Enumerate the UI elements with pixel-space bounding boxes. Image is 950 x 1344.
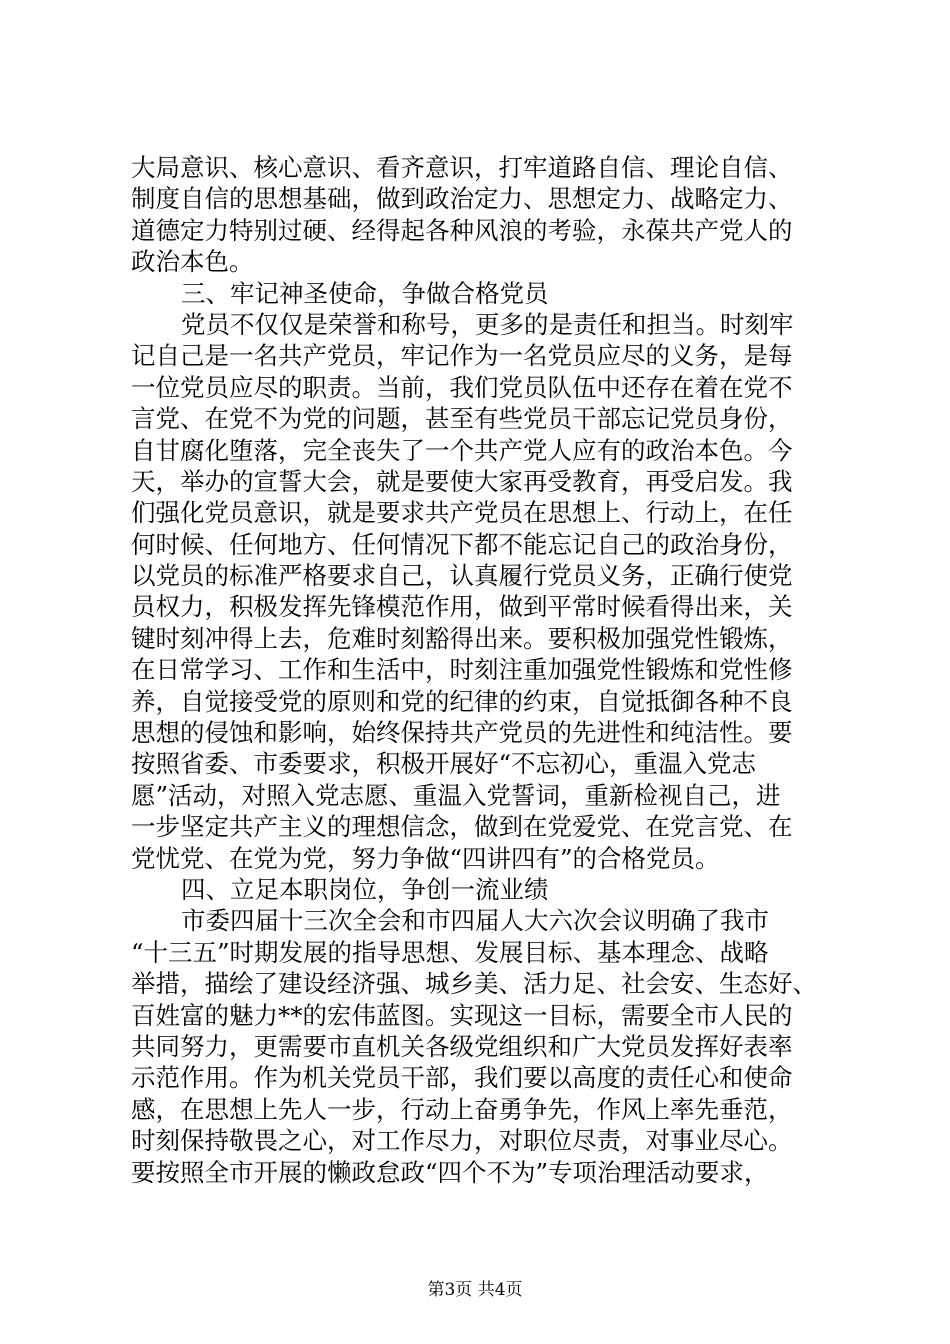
paragraph-line: 共同努力，更需要市直机关各级党组织和广大党员发挥好表率 xyxy=(131,1031,793,1061)
paragraph-line: 党忧党、在党为党，努力争做“四讲四有”的合格党员。 xyxy=(131,843,720,873)
paragraph-line: 自甘腐化堕落，完全丧失了一个共产党人应有的政治本色。今 xyxy=(131,435,793,465)
paragraph-line: 一步坚定共产主义的理想信念，做到在党爱党、在党言党、在 xyxy=(131,812,793,842)
paragraph-first-line: 党员不仅仅是荣誉和称号，更多的是责任和担当。时刻牢 xyxy=(181,309,794,339)
paragraph-line: 愿”活动，对照入党志愿、重温入党誓词，重新检视自己，进 xyxy=(131,780,781,810)
paragraph-line: 道德定力特别过硬、经得起各种风浪的考验，永葆共产党人的 xyxy=(131,215,793,245)
paragraph-line: 养，自觉接受党的原则和党的纪律的约束，自觉抵御各种不良 xyxy=(131,686,793,716)
paragraph-line: 大局意识、核心意识、看齐意识，打牢道路自信、理论自信、 xyxy=(131,153,793,182)
paragraph-line: 思想的侵蚀和影响，始终保持共产党员的先进性和纯洁性。要 xyxy=(131,718,793,748)
paragraph-line: 感，在思想上先人一步，行动上奋勇争先，作风上率先垂范， xyxy=(131,1094,793,1124)
paragraph-line: “十三五”时期发展的指导思想、发展目标、基本理念、战略 xyxy=(131,937,769,967)
section-heading: 四、立足本职岗位，争创一流业绩 xyxy=(181,874,549,904)
paragraph-line: 百姓富的魅力**的宏伟蓝图。实现这一目标，需要全市人民的 xyxy=(131,1000,793,1030)
paragraph-line: 按照省委、市委要求，积极开展好“不忘初心，重温入党志 xyxy=(131,749,757,779)
paragraph-line: 记自己是一名共产党员，牢记作为一名党员应尽的义务，是每 xyxy=(131,341,793,371)
paragraph-line: 天，举办的宣誓大会，就是要使大家再受教育，再受启发。我 xyxy=(131,466,793,496)
paragraph-line: 们强化党员意识，就是要求共产党员在思想上、行动上，在任 xyxy=(131,498,793,528)
paragraph-line: 以党员的标准严格要求自己，认真履行党员义务，正确行使党 xyxy=(131,561,793,591)
page-number-footer: 第3页 共4页 xyxy=(427,1280,523,1300)
paragraph-line: 时刻保持敬畏之心，对工作尽力，对职位尽责，对事业尽心。 xyxy=(131,1126,793,1156)
paragraph-line: 键时刻冲得上去，危难时刻豁得出来。要积极加强党性锻炼， xyxy=(131,623,793,653)
paragraph-line: 举措，描绘了建设经济强、城乡美、活力足、社会安、生态好、 xyxy=(131,969,817,999)
paragraph-line: 政治本色。 xyxy=(131,247,254,277)
paragraph-line: 示范作用。作为机关党员干部，我们要以高度的责任心和使命 xyxy=(131,1063,793,1093)
paragraph-line: 制度自信的思想基础，做到政治定力、思想定力、战略定力、 xyxy=(131,184,793,214)
paragraph-line: 言党、在党不为党的问题，甚至有些党员干部忘记党员身份， xyxy=(131,404,793,434)
document-body xyxy=(131,152,831,1188)
paragraph-line: 一位党员应尽的职责。当前，我们党员队伍中还存在着在党不 xyxy=(131,372,793,402)
paragraph-line: 在日常学习、工作和生活中，时刻注重加强党性锻炼和党性修 xyxy=(131,655,793,685)
paragraph-line: 要按照全市开展的懒政怠政“四个不为”专项治理活动要求， xyxy=(131,1157,769,1187)
section-heading: 三、牢记神圣使命，争做合格党员 xyxy=(181,278,549,308)
paragraph-line: 何时候、任何地方、任何情况下都不能忘记自己的政治身份， xyxy=(131,529,793,559)
paragraph-line: 员权力，积极发挥先锋模范作用，做到平常时候看得出来，关 xyxy=(131,592,793,622)
paragraph-first-line: 市委四届十三次全会和市四届人大六次会议明确了我市 xyxy=(181,906,769,936)
